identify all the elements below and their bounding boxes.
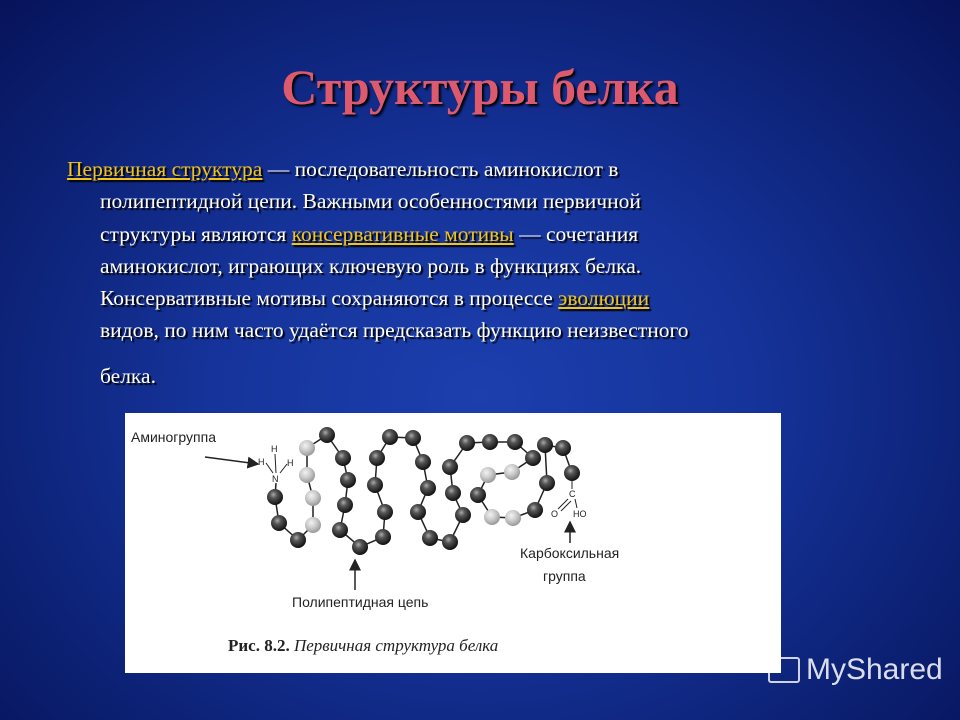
amino-acid-bead bbox=[555, 440, 571, 456]
conserved-amino-acid-bead bbox=[299, 467, 315, 483]
amino-acid-bead bbox=[271, 515, 287, 531]
text-line: белка. bbox=[100, 364, 156, 388]
arrow-amino bbox=[205, 457, 258, 464]
text: структуры являются bbox=[100, 222, 292, 246]
conserved-amino-acid-bead bbox=[299, 440, 315, 456]
amino-acid-bead bbox=[332, 522, 348, 538]
presentation-icon bbox=[768, 657, 800, 683]
amino-acid-bead bbox=[367, 477, 383, 493]
amino-acid-bead bbox=[267, 489, 283, 505]
amino-acid-bead bbox=[564, 465, 580, 481]
amino-acid-bead bbox=[405, 430, 421, 446]
label-polypeptide-chain: Полипептидная цепь bbox=[292, 594, 429, 610]
amino-acid-bead bbox=[410, 504, 426, 520]
caption-number: Рис. 8.2. bbox=[228, 636, 290, 655]
conserved-amino-acid-bead bbox=[480, 467, 496, 483]
caption-text: Первичная структура белка bbox=[289, 636, 499, 655]
figure-caption bbox=[228, 636, 498, 655]
polypeptide-diagram bbox=[125, 413, 781, 673]
link-primary-structure[interactable]: Первичная структура bbox=[67, 157, 263, 181]
amino-acid-bead bbox=[539, 475, 555, 491]
atom-n: N bbox=[272, 474, 279, 484]
text-line: видов, по ним часто удаётся предсказать функцию неизвестного bbox=[100, 318, 689, 342]
amino-acid-bead bbox=[442, 534, 458, 550]
label-carboxyl-2: группа bbox=[543, 568, 586, 584]
watermark-text: MyShared bbox=[806, 653, 943, 687]
link-evolution[interactable]: эволюции bbox=[558, 286, 650, 310]
atom-o: O bbox=[551, 509, 559, 519]
atom-h: H bbox=[271, 444, 278, 454]
amino-acid-bead bbox=[445, 485, 461, 501]
amino-acid-bead bbox=[482, 434, 498, 450]
amino-acid-bead bbox=[335, 450, 351, 466]
amino-acid-bead bbox=[470, 487, 486, 503]
atom-c: C bbox=[569, 489, 576, 499]
amino-acid-bead bbox=[455, 507, 471, 523]
amino-acid-bead bbox=[442, 459, 458, 475]
atom-h: H bbox=[258, 457, 265, 467]
amino-acid-bead bbox=[290, 532, 306, 548]
amino-acid-bead bbox=[420, 480, 436, 496]
text-line: полипептидной цепи. Важными особенностями первичной bbox=[100, 189, 641, 213]
amino-acid-bead bbox=[319, 427, 335, 443]
atom-ho: HO bbox=[573, 509, 587, 519]
amino-acid-bead bbox=[352, 539, 368, 555]
text: — последовательность аминокислот в bbox=[262, 157, 619, 181]
text-line bbox=[67, 157, 618, 182]
amino-acid-bead bbox=[507, 434, 523, 450]
slide-title: Структуры белка bbox=[281, 59, 679, 115]
amino-acid-bead bbox=[537, 437, 553, 453]
conserved-amino-acid-bead bbox=[305, 517, 321, 533]
conserved-amino-acid-bead bbox=[484, 509, 500, 525]
protein-structure-figure bbox=[125, 413, 781, 673]
amino-acid-bead bbox=[459, 435, 475, 451]
amino-acid-bead bbox=[375, 529, 391, 545]
label-carboxyl-1: Карбоксильная bbox=[520, 545, 620, 561]
amino-acid-bead bbox=[422, 530, 438, 546]
amino-acid-bead bbox=[369, 450, 385, 466]
link-conservative-motifs[interactable]: консервативные мотивы bbox=[291, 222, 514, 246]
amino-acid-bead bbox=[527, 502, 543, 518]
conserved-amino-acid-bead bbox=[305, 490, 321, 506]
text: — сочетания bbox=[513, 222, 639, 246]
amino-acid-bead bbox=[377, 504, 393, 520]
text-line bbox=[100, 222, 638, 247]
conserved-amino-acid-bead bbox=[505, 510, 521, 526]
amino-acid-bead bbox=[415, 454, 431, 470]
label-amino-group: Аминогруппа bbox=[131, 429, 216, 445]
text-line: аминокислот, играющих ключевую роль в функциях белка. bbox=[100, 254, 642, 278]
watermark bbox=[768, 652, 943, 687]
amino-acid-bead bbox=[340, 472, 356, 488]
text-line bbox=[100, 286, 649, 311]
amino-acid-bead bbox=[525, 450, 541, 466]
amino-acid-bead bbox=[337, 497, 353, 513]
text: Консервативные мотивы сохраняются в процессе bbox=[100, 286, 559, 310]
amino-acid-bead bbox=[382, 429, 398, 445]
conserved-amino-acid-bead bbox=[504, 464, 520, 480]
atom-h: H bbox=[287, 458, 294, 468]
